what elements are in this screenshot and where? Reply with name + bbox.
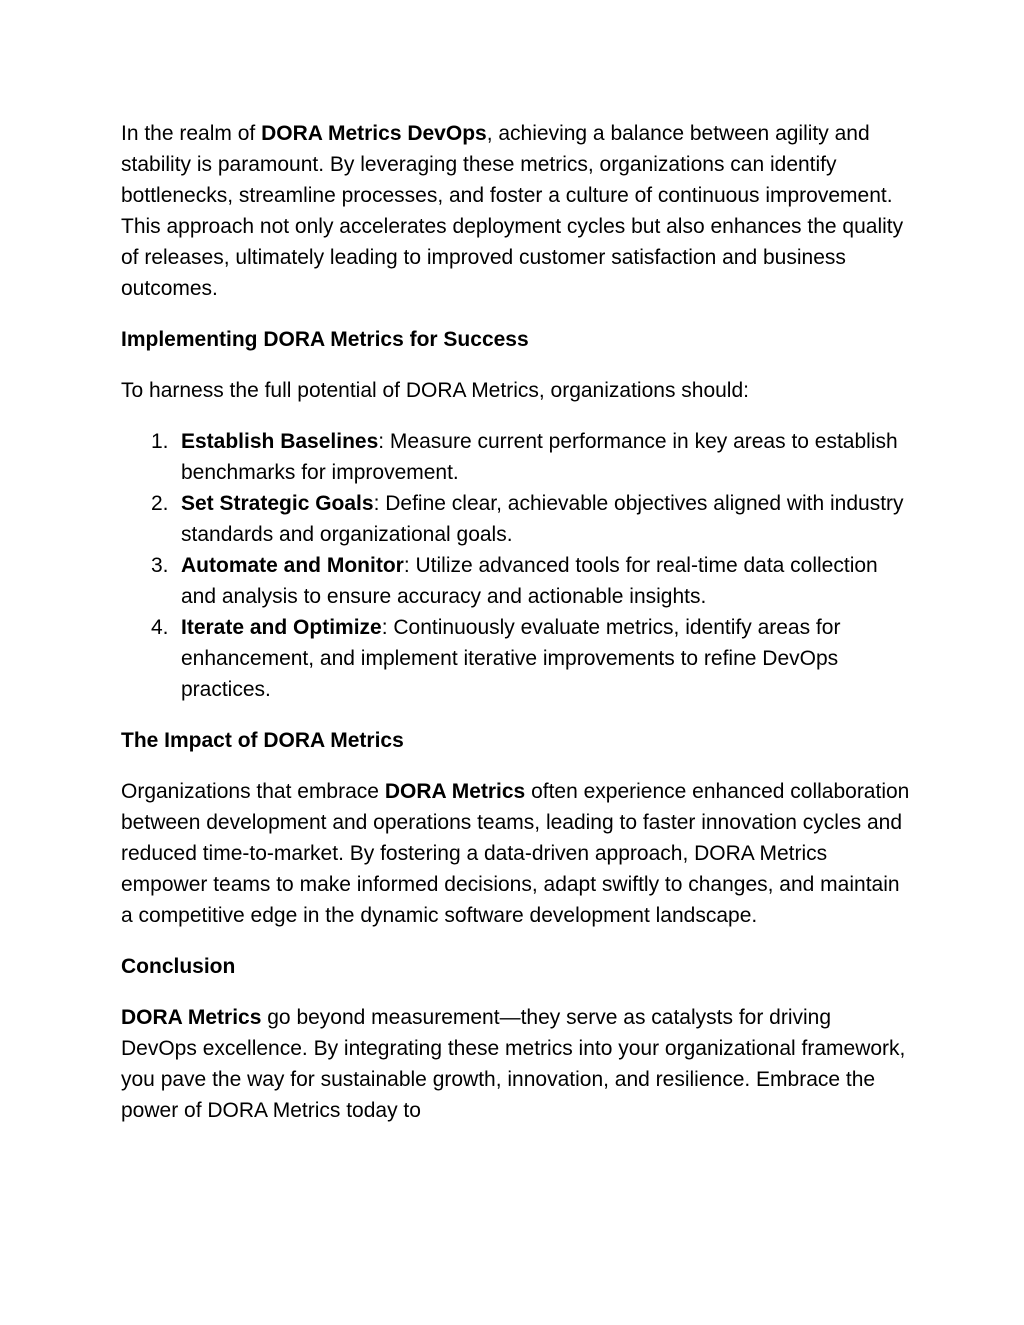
list-item-text: : Continuously evaluate metrics, identify areas for enhancement, and implement iterative improvements to refine DevOps practices.: [181, 616, 841, 701]
list-item-title: Iterate and Optimize: [181, 616, 382, 639]
section-lead-paragraph: To harness the full potential of DORA Metrics, organizations should:: [121, 379, 749, 402]
list-item-title: Set Strategic Goals: [181, 492, 374, 515]
impact-paragraph: [121, 776, 911, 931]
list-item-number: 1.: [151, 430, 169, 453]
document-page: [121, 118, 911, 1146]
intro-bold-term: DORA Metrics DevOps: [261, 122, 487, 145]
section-heading-impact: The Impact of DORA Metrics: [121, 729, 404, 752]
list-item: [151, 426, 911, 488]
section-heading-implementing: Implementing DORA Metrics for Success: [121, 328, 529, 351]
list-item-number: 4.: [151, 616, 169, 639]
impact-text-end: often experience enhanced collaboration between development and operations teams, leading to faster innovation cycles and reduced time-to-market. By fostering a data-driven approach, DORA Metrics empower teams to make informed decisions, adapt swiftly to changes, and maintain a competitive edge in the dynamic software development landscape.: [121, 780, 910, 927]
conclusion-text: go beyond measurement—they serve as catalysts for driving DevOps excellence. By integrating these metrics into your organizational framework, you pave the way for sustainable growth, innovation, and resilience. Embrace the power of DORA Metrics today to: [121, 1006, 906, 1122]
list-item-number: 3.: [151, 554, 169, 577]
intro-text-start: In the realm of: [121, 122, 262, 145]
list-item-text: : Utilize advanced tools for real-time data collection and analysis to ensure accuracy and actionable insights.: [181, 554, 878, 608]
list-item: [151, 488, 911, 550]
impact-text-start: Organizations that embrace: [121, 780, 385, 803]
list-item: [151, 550, 911, 612]
list-item-title: Establish Baselines: [181, 430, 379, 453]
conclusion-bold-term: DORA Metrics: [121, 1006, 262, 1029]
list-item-title: Automate and Monitor: [181, 554, 404, 577]
intro-text-end: , achieving a balance between agility and stability is paramount. By leveraging these metrics, organizations can identify bottlenecks, streamline processes, and foster a culture of continuous improvement. This approach not only accelerates deployment cycles but also enhances the quality of releases, ultimately leading to improved customer satisfaction and business outcomes.: [121, 122, 904, 300]
list-item-text: : Measure current performance in key areas to establish benchmarks for improvement.: [181, 430, 898, 484]
impact-bold-term: DORA Metrics: [384, 780, 526, 803]
conclusion-paragraph: [121, 1002, 911, 1126]
list-item-text: : Define clear, achievable objectives aligned with industry standards and organizational goals.: [181, 492, 904, 546]
section-heading-conclusion: Conclusion: [121, 955, 236, 978]
intro-paragraph: [121, 118, 911, 304]
steps-list: [121, 426, 911, 705]
list-item-number: 2.: [151, 492, 169, 515]
list-item: [151, 612, 911, 705]
